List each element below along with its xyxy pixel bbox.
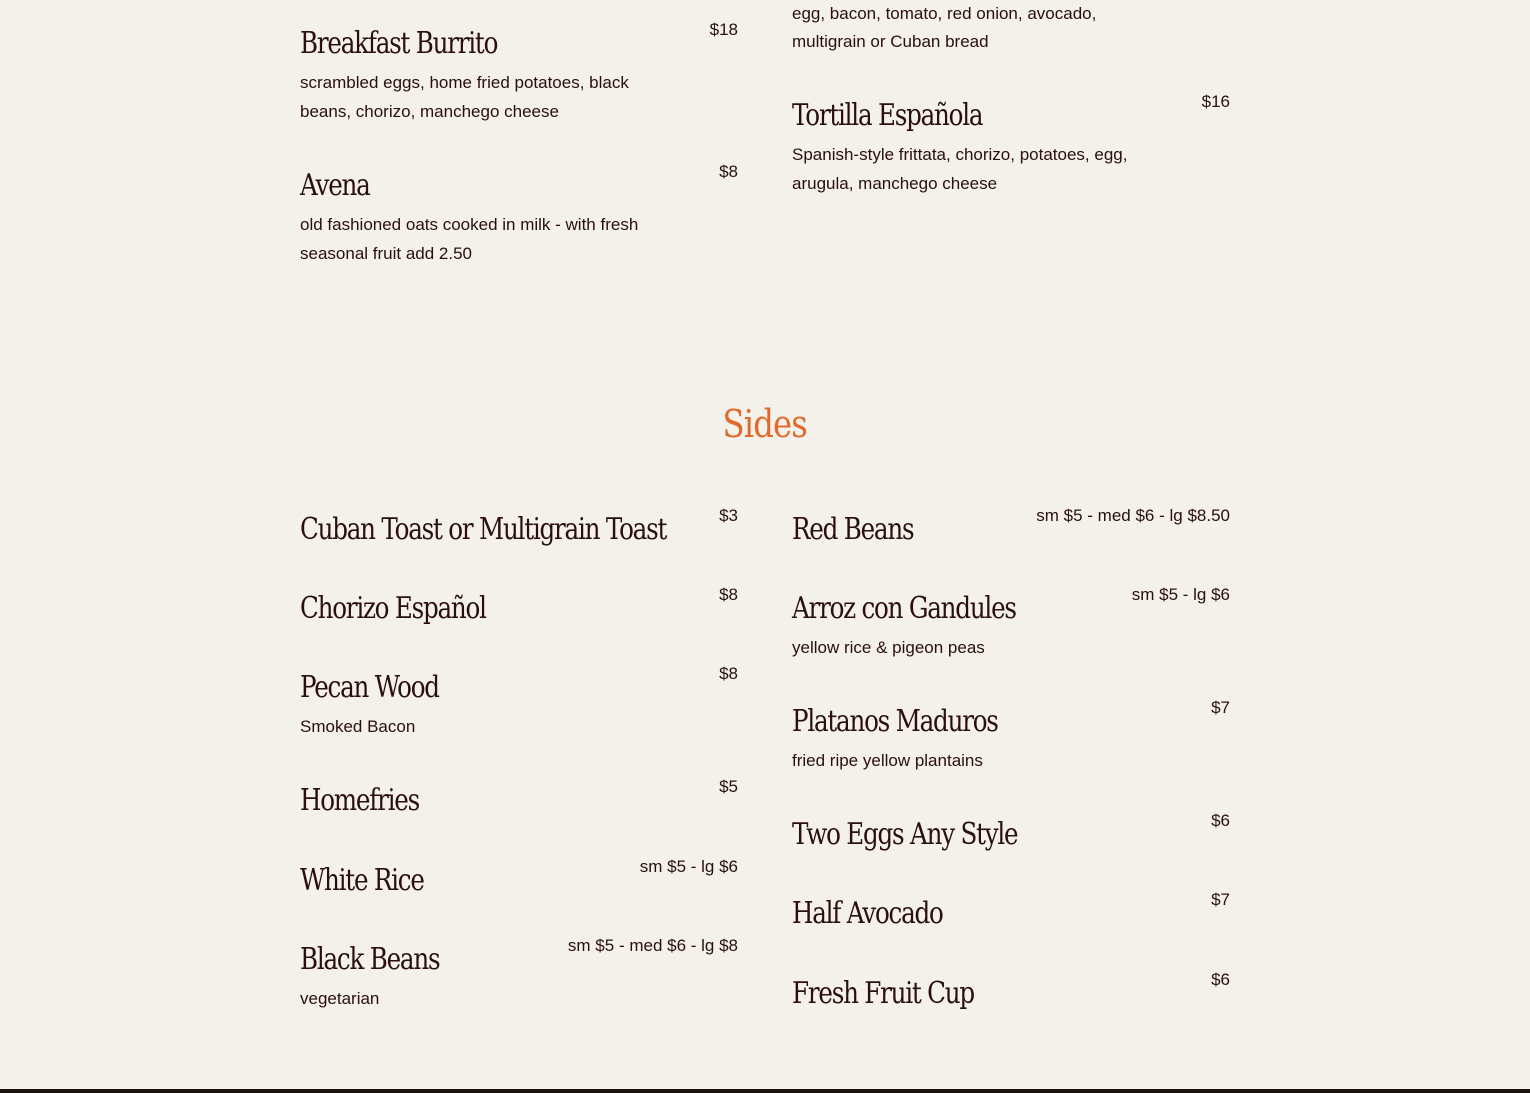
item-name: Black Beans [300,942,440,977]
item-price: $16 [1201,92,1230,111]
item-price: $6 [1211,970,1230,989]
item-name: Half Avocado [792,896,943,931]
item-name: Two Eggs Any Style [792,817,1018,852]
item-price: sm $5 - lg $6 [639,857,738,876]
item-price: sm $5 - med $6 - lg $8 [567,936,738,955]
item-price: $7 [1211,698,1230,717]
item-name: Pecan Wood [300,670,439,705]
item-price: $8 [719,585,738,604]
item-description: Smoked Bacon [300,717,416,736]
item-name: Fresh Fruit Cup [792,976,974,1011]
item-price: $8 [719,162,738,181]
item-name: Tortilla Española [792,98,983,133]
item-price: $6 [1211,811,1230,830]
item-price: $7 [1211,890,1230,909]
item-name: Chorizo Español [300,591,486,626]
item-price: $8 [719,664,738,683]
breakfast-continued-description: egg, bacon, tomato, red onion, avocado, multigrain or Cuban bread [792,4,1097,51]
item-price: sm $5 - lg $6 [1131,585,1230,604]
item-description: old fashioned oats cooked in milk - with fresh seasonal fruit add 2.50 [300,215,639,263]
item-name: Red Beans [792,512,914,547]
section-title-sides [0,402,1530,446]
item-price: $3 [719,506,738,525]
item-price: $18 [709,20,738,39]
item-description: yellow rice & pigeon peas [792,638,985,657]
item-description: Spanish-style frittata, chorizo, potatoes, egg, arugula, manchego cheese [792,145,1128,193]
item-name: Breakfast Burrito [300,26,498,61]
item-price: $5 [719,777,738,796]
item-description: vegetarian [300,989,380,1008]
item-description: scrambled eggs, home fried potatoes, black beans, chorizo, manchego cheese [300,73,629,121]
item-price: sm $5 - med $6 - lg $8.50 [1036,506,1230,525]
footer-divider [0,1089,1530,1093]
item-name: White Rice [300,863,424,898]
item-name: Avena [300,168,370,203]
item-name: Homefries [300,783,420,818]
item-name: Arroz con Gandules [792,591,1016,626]
item-name: Platanos Maduros [792,704,998,739]
section-title-text: Sides [722,402,808,446]
item-description: fried ripe yellow plantains [792,751,983,770]
item-name: Cuban Toast or Multigrain Toast [300,512,667,547]
